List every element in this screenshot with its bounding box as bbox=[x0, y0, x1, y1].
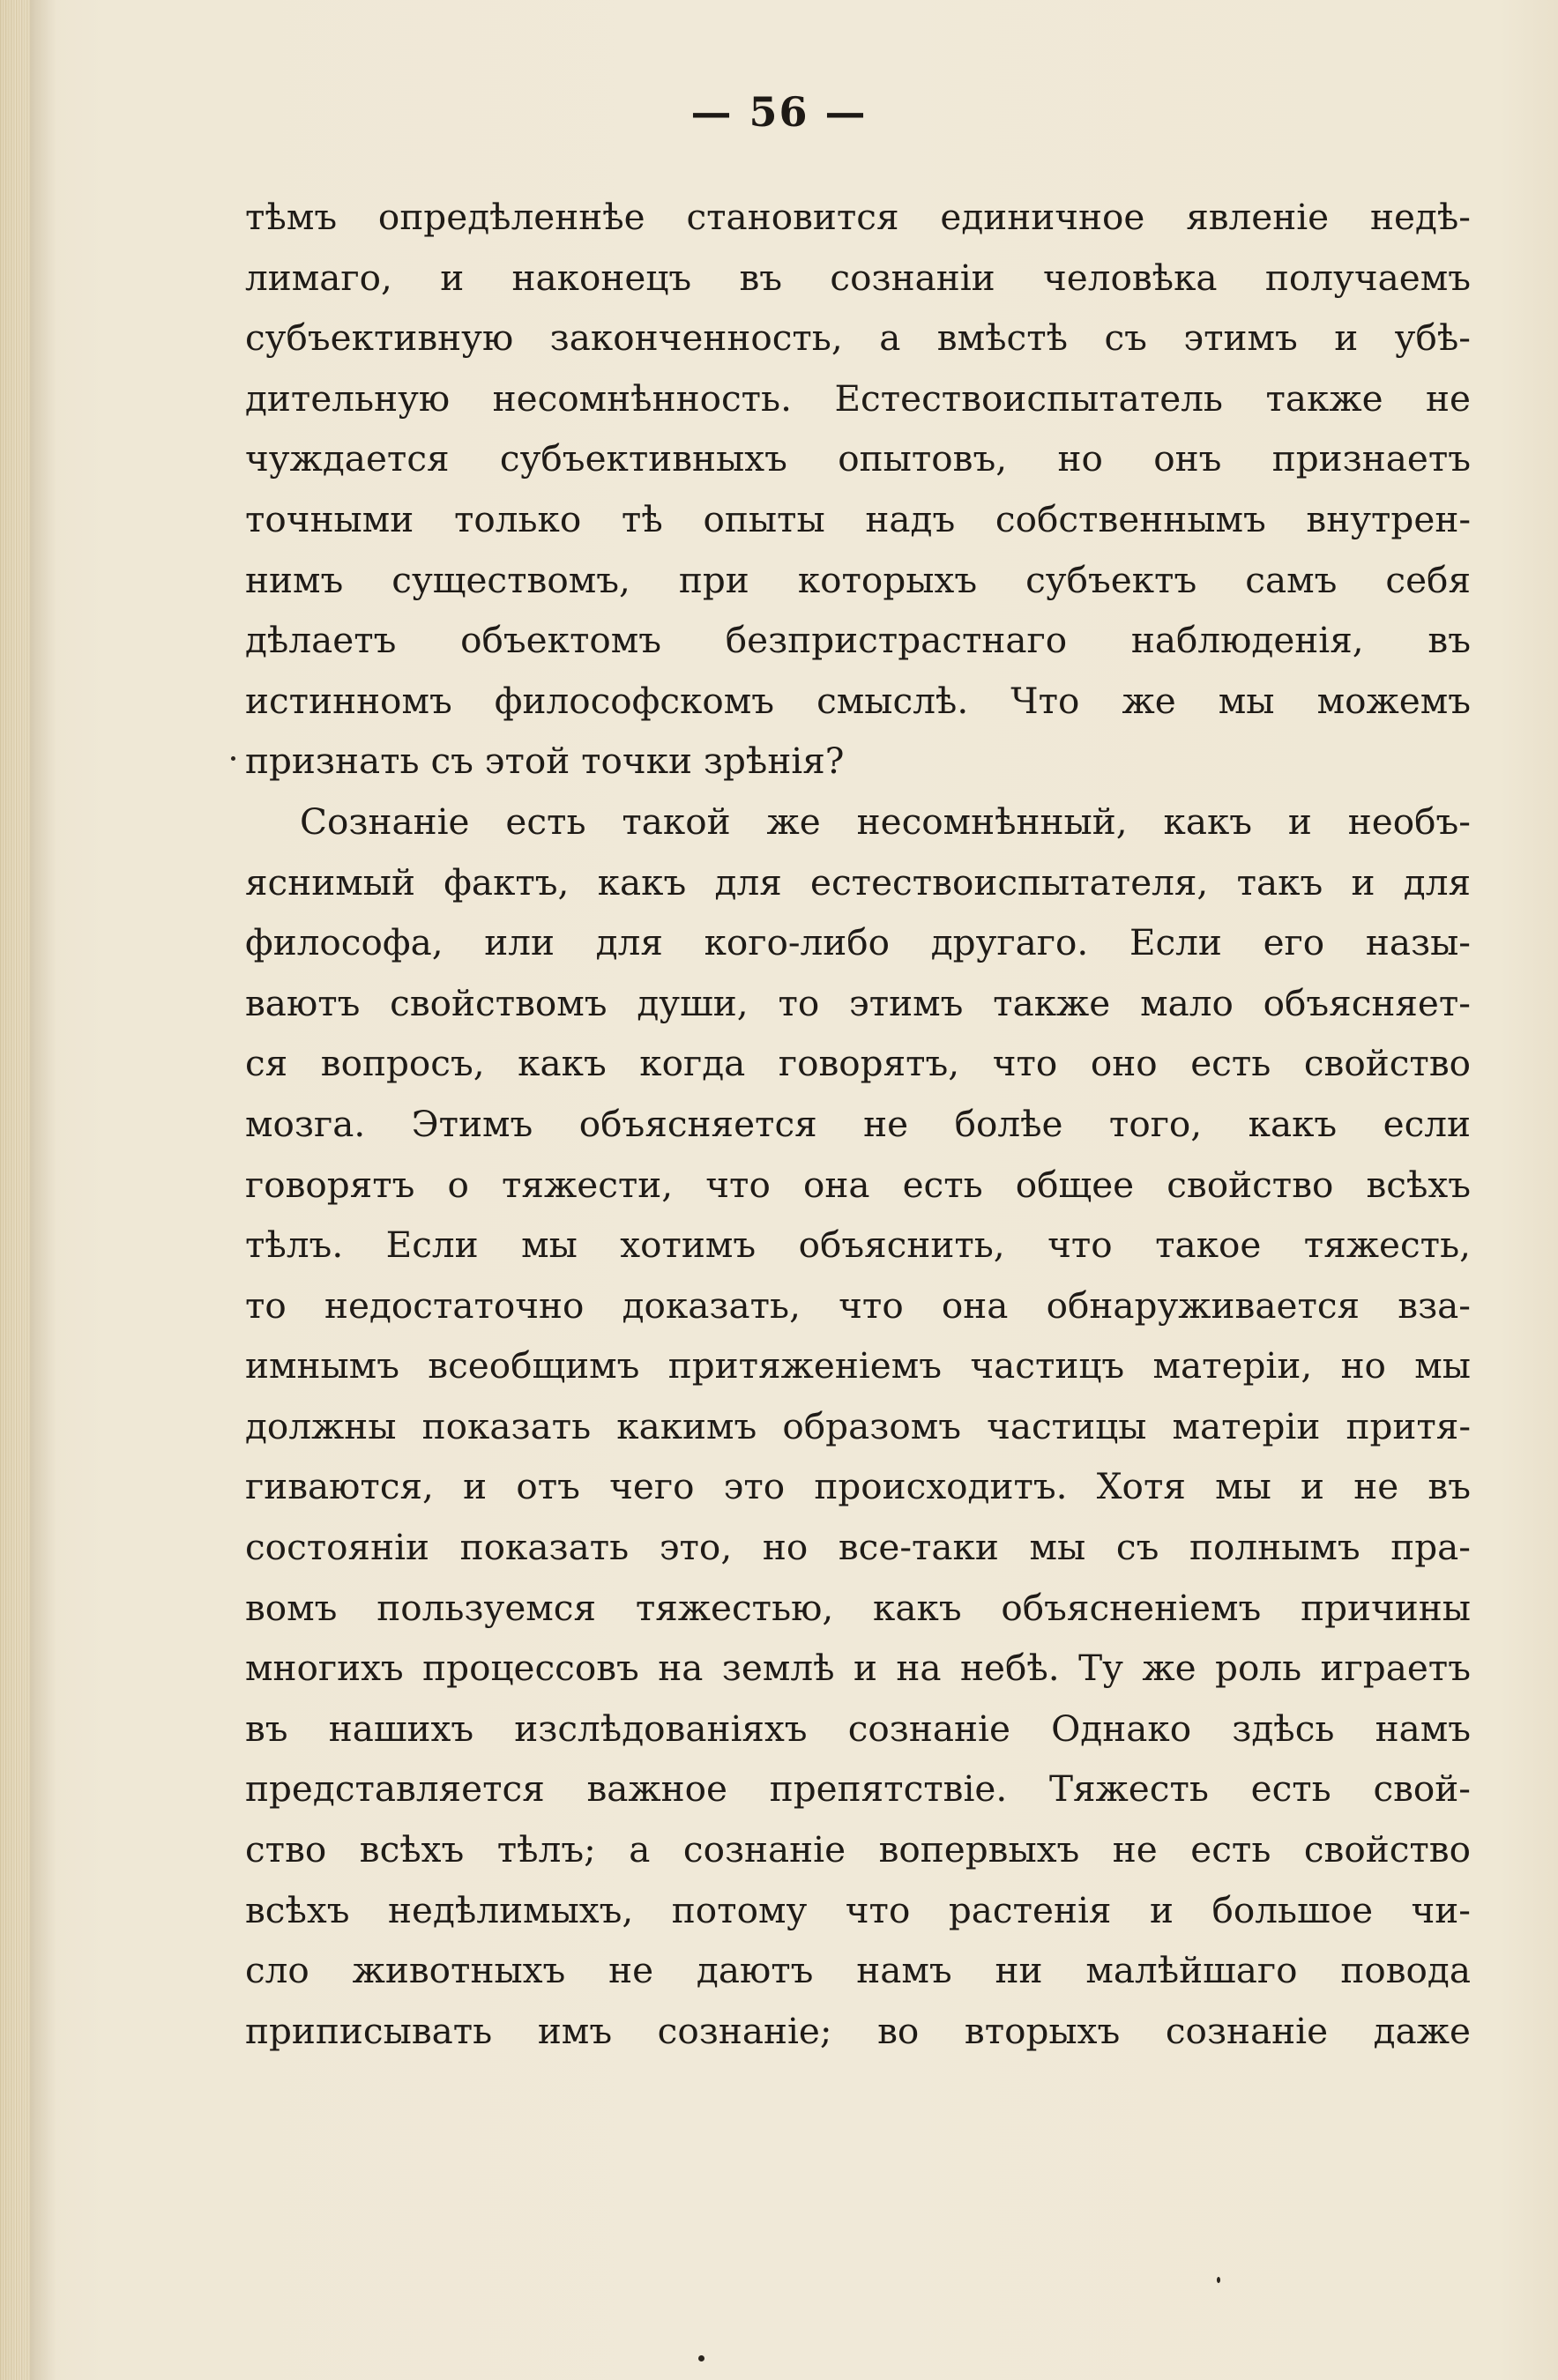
text-line: дѣлаетъ объектомъ безпристрастнаго наблюденiя, въ bbox=[245, 619, 1471, 662]
page-binding-edge bbox=[0, 0, 30, 2380]
text-line: дительную несомнѣнность. Естествоиспытатель также не bbox=[245, 376, 1471, 420]
text-line: мозга. Этимъ объясняется не болѣе того, какъ если bbox=[245, 1102, 1471, 1145]
text-line: имнымъ всеобщимъ притяженiемъ частицъ матерiи, но мы bbox=[245, 1344, 1471, 1387]
text-line: Сознанiе есть такой же несомнѣнный, какъ и необъ- bbox=[300, 800, 1471, 843]
text-line: состоянiи показать это, но все-таки мы съ полнымъ пра- bbox=[245, 1526, 1471, 1569]
binding-shadow bbox=[30, 0, 56, 2380]
text-line: философа, или для кого-либо другаго. Если его назы- bbox=[245, 921, 1471, 964]
page-number: — 56 — bbox=[690, 88, 868, 136]
text-line: всѣхъ недѣлимыхъ, потому что растенiя и большое чи- bbox=[245, 1888, 1471, 1931]
body-text bbox=[245, 187, 1471, 2061]
text-line: точными только тѣ опыты надъ собственнымъ внутрен- bbox=[245, 497, 1471, 540]
text-line: тѣлъ. Если мы хотимъ объяснить, что такое тяжесть, bbox=[245, 1223, 1471, 1267]
text-line: нимъ существомъ, при которыхъ субъектъ самъ себя bbox=[245, 558, 1471, 601]
text-line: говорятъ о тяжести, что она есть общее свойство всѣхъ bbox=[245, 1163, 1471, 1206]
ink-speck bbox=[231, 756, 235, 761]
ink-speck bbox=[1217, 2277, 1220, 2283]
text-line: яснимый фактъ, какъ для естествоиспытателя, такъ и для bbox=[245, 860, 1471, 904]
text-line: чуждается субъективныхъ опытовъ, но онъ признаетъ bbox=[245, 437, 1471, 480]
text-line: лимаго, и наконецъ въ сознанiи человѣка получаемъ bbox=[245, 256, 1471, 299]
text-line: признать съ этой точки зрѣнiя? bbox=[245, 740, 845, 783]
text-line: истинномъ философскомъ смыслѣ. Что же мы можемъ bbox=[245, 679, 1471, 722]
text-line: приписывать имъ сознанiе; во вторыхъ сознанiе даже bbox=[245, 2009, 1471, 2052]
text-line: сло животныхъ не даютъ намъ ни малѣйшаго повода bbox=[245, 1949, 1471, 1992]
text-line: ваютъ свойствомъ души, то этимъ также мало объясняет- bbox=[245, 981, 1471, 1024]
text-line: то недостаточно доказать, что она обнаруживается вза- bbox=[245, 1283, 1471, 1327]
text-line: должны показать какимъ образомъ частицы матерiи притя- bbox=[245, 1404, 1471, 1447]
text-line: ся вопросъ, какъ когда говорятъ, что оно есть свойство bbox=[245, 1042, 1471, 1085]
text-line: вомъ пользуемся тяжестью, какъ объясненiемъ причины bbox=[245, 1586, 1471, 1629]
text-line: многихъ процессовъ на землѣ и на небѣ. Ту же роль играетъ bbox=[245, 1647, 1471, 1690]
text-line: гиваются, и отъ чего это происходитъ. Хотя мы и не въ bbox=[245, 1465, 1471, 1508]
text-line: ство всѣхъ тѣлъ; а сознанiе вопервыхъ не есть свойство bbox=[245, 1828, 1471, 1871]
text-line: субъективную законченность, а вмѣстѣ съ этимъ и убѣ- bbox=[245, 316, 1471, 360]
ink-speck bbox=[698, 2355, 704, 2361]
text-line: представляется важное препятствiе. Тяжесть есть свой- bbox=[245, 1767, 1471, 1811]
text-line: въ нашихъ изслѣдованiяхъ сознанiе Однако здѣсь намъ bbox=[245, 1707, 1471, 1750]
text-line: тѣмъ опредѣленнѣе становится единичное явленiе недѣ- bbox=[245, 196, 1471, 238]
